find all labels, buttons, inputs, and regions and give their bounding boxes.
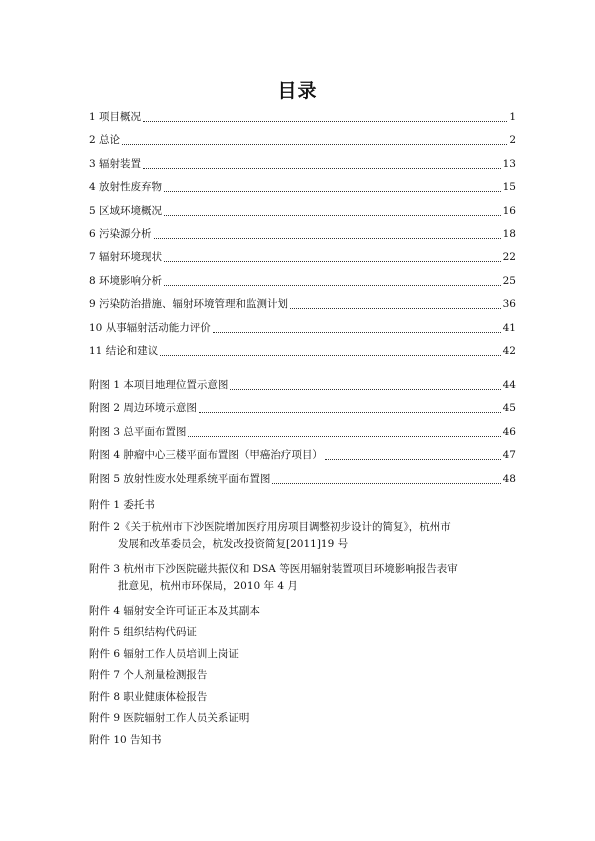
toc-entry-label: 6 污染源分析	[89, 228, 152, 240]
attachment-line: 附件 4 辐射安全许可证正本及其副本	[89, 604, 260, 617]
attachment-entry	[89, 689, 529, 706]
dot-leader	[199, 412, 501, 413]
attachment-entry	[89, 519, 529, 553]
attachment-entry	[89, 710, 529, 727]
page-title: 目录	[277, 80, 318, 102]
toc-entry-label: 5 区域环境概况	[89, 204, 163, 217]
toc-entry-label: 2 总论	[89, 134, 121, 147]
attachment-entry	[89, 497, 529, 514]
figure-entry	[89, 400, 516, 417]
toc-entry	[89, 156, 516, 173]
toc-entry	[89, 109, 516, 126]
toc-entry-page-number: 42	[502, 345, 516, 357]
toc-entry-page-number: 41	[502, 321, 516, 334]
attachment-line: 附件 2《关于杭州市下沙医院增加医疗用房项目调整初步设计的简复》，杭州市	[89, 520, 451, 533]
toc-entry-page-number: 16	[502, 204, 516, 217]
toc-entry	[89, 226, 516, 243]
attachment-line: 附件 10 告知书	[89, 733, 162, 746]
attachment-entry	[89, 603, 529, 620]
toc-entry-label: 附图 1 本项目地理位置示意图	[89, 379, 229, 391]
toc-entry-label: 附图 3 总平面布置图	[89, 425, 187, 438]
toc-entry-label: 附图 4 肿瘤中心三楼平面布置图（甲癌治疗项目）	[89, 449, 323, 462]
toc-entry-page-number: 15	[502, 181, 516, 194]
toc-entry	[89, 320, 516, 337]
dot-leader	[154, 238, 501, 239]
dot-leader	[325, 459, 501, 460]
toc-entry-page-number: 45	[502, 402, 516, 415]
toc-entry-label: 11 结论和建议	[89, 345, 159, 357]
attachment-entry	[89, 667, 529, 684]
toc-entry	[89, 273, 516, 290]
toc-entry-page-number: 2	[509, 134, 516, 147]
dot-leader	[213, 332, 501, 333]
toc-entry-label: 8 环境影响分析	[89, 274, 163, 287]
figure-entry	[89, 377, 516, 394]
toc-entry-label: 3 辐射装置	[89, 157, 142, 170]
dot-leader	[143, 121, 507, 122]
toc-entry-label: 1 项目概况	[89, 111, 142, 123]
attachment-line: 附件 3 杭州市下沙医院磁共振仪和 DSA 等医用辐射装置项目环境影响报告表审	[89, 562, 458, 575]
toc-entry-page-number: 46	[502, 425, 516, 438]
toc-entry-label: 7 辐射环境现状	[89, 251, 163, 264]
dot-leader	[164, 215, 501, 216]
toc-entry	[89, 179, 516, 196]
figure-entry	[89, 447, 516, 464]
toc-entry-page-number: 47	[502, 449, 516, 462]
attachment-continuation-line: 发展和改革委员会，杭发改投资简复[2011]19 号	[118, 537, 349, 550]
toc-entry-page-number: 48	[502, 472, 516, 485]
dot-leader	[164, 261, 501, 262]
toc-entry-page-number: 36	[502, 298, 516, 311]
figure-entry	[89, 424, 516, 441]
dot-leader	[188, 436, 500, 437]
toc-entry-page-number: 44	[502, 379, 516, 391]
attachment-line: 附件 7 个人剂量检测报告	[89, 669, 208, 681]
toc-entry-label: 附图 2 周边环境示意图	[89, 402, 197, 415]
toc-entry	[89, 203, 516, 220]
toc-entry-page-number: 1	[509, 111, 516, 123]
dot-leader	[160, 355, 500, 356]
toc-entry-label: 10 从事辐射活动能力评价	[89, 321, 211, 334]
attachment-line: 附件 1 委托书	[89, 499, 155, 511]
toc-entry	[89, 249, 516, 266]
toc-entry-page-number: 18	[502, 228, 516, 240]
toc-entry-page-number: 22	[502, 251, 516, 264]
dot-leader	[143, 168, 501, 169]
attachment-line: 附件 9 医院辐射工作人员关系证明	[89, 712, 250, 724]
toc-entry-label: 附图 5 放射性废水处理系统平面布置图	[89, 472, 271, 485]
dot-leader	[122, 144, 507, 145]
toc-entry	[89, 343, 516, 360]
attachment-entry	[89, 732, 529, 749]
attachment-entry	[89, 624, 529, 641]
attachment-line: 附件 6 辐射工作人员培训上岗证	[89, 647, 239, 660]
dot-leader	[230, 389, 500, 390]
attachment-line: 附件 5 组织结构代码证	[89, 626, 197, 638]
dot-leader	[272, 483, 500, 484]
attachment-continuation-line: 批意见，杭州市环保局，2010 年 4 月	[118, 579, 298, 592]
attachment-entry	[89, 561, 529, 595]
figure-entry	[89, 471, 516, 488]
toc-entry-label: 9 污染防治措施、辐射环境管理和监测计划	[89, 298, 289, 311]
toc-entry-label: 4 放射性废弃物	[89, 181, 163, 194]
dot-leader	[290, 308, 501, 309]
dot-leader	[164, 285, 501, 286]
toc-entry-page-number: 25	[502, 274, 516, 287]
dot-leader	[164, 191, 501, 192]
toc-entry-page-number: 13	[502, 157, 516, 170]
attachment-entry	[89, 646, 529, 663]
attachment-line: 附件 8 职业健康体检报告	[89, 690, 208, 703]
toc-entry	[89, 296, 516, 313]
toc-entry	[89, 132, 516, 149]
